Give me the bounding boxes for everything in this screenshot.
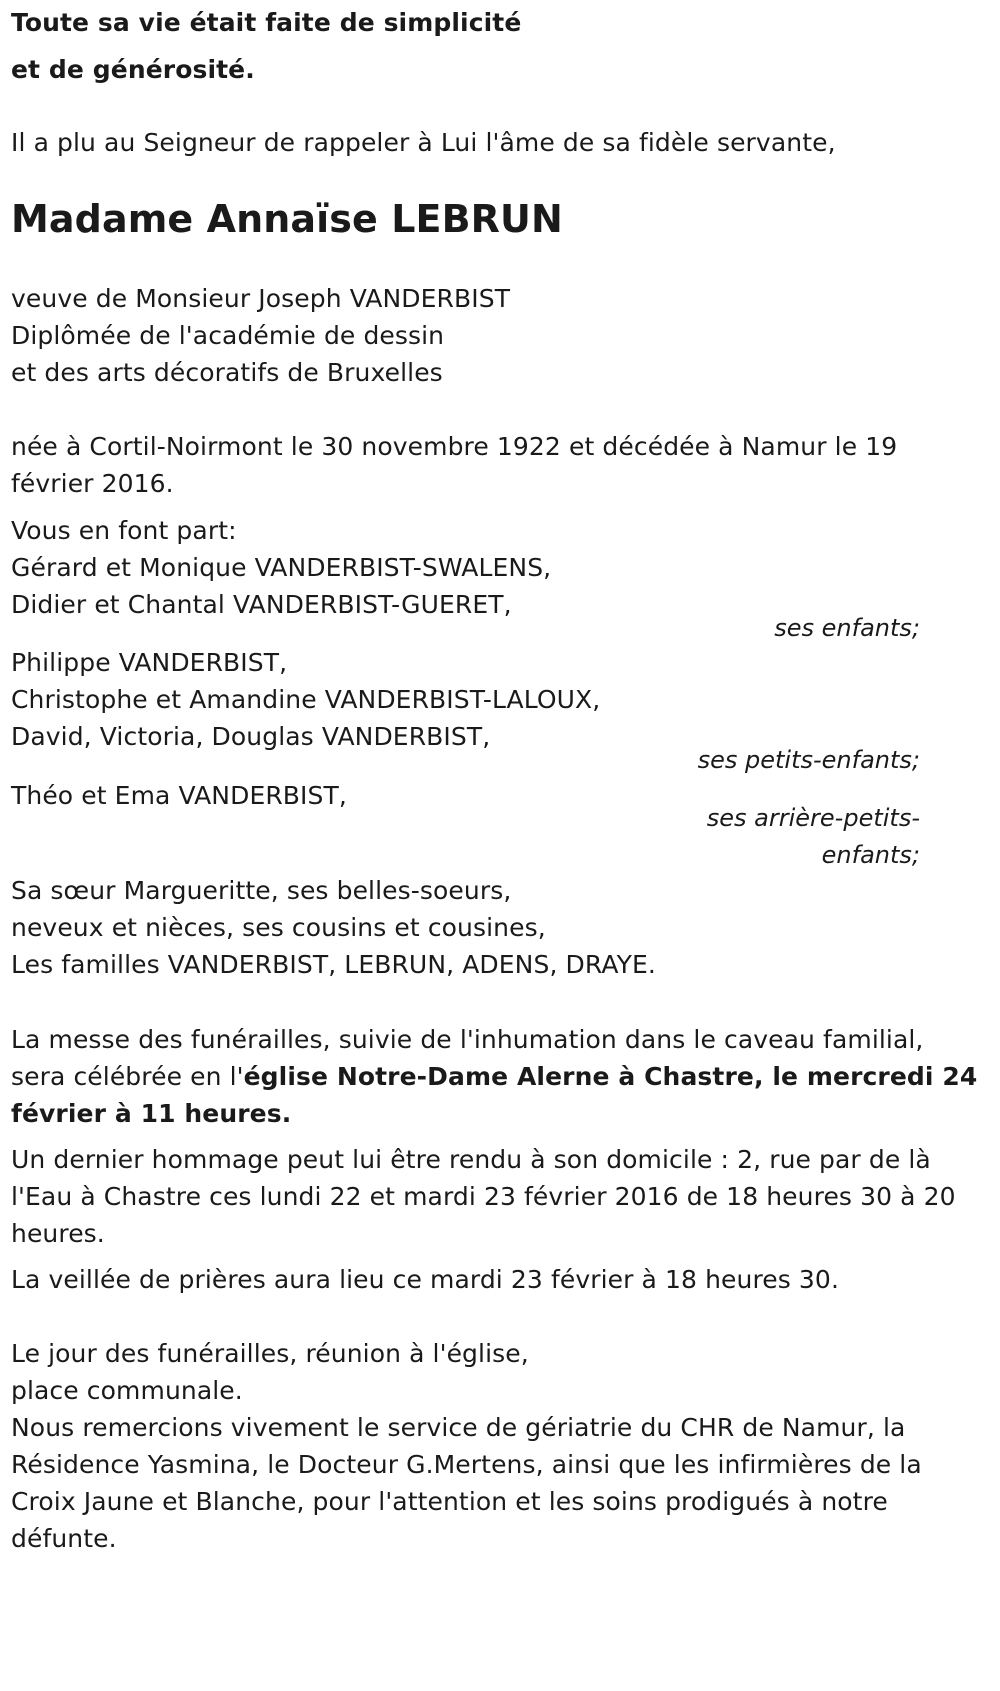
family-intro: Vous en font part: — [11, 516, 237, 545]
great-grandchildren-role-1: ses arrière-petits- — [706, 804, 920, 832]
child-line: Gérard et Monique VANDERBIST-SWALENS, — [11, 553, 552, 582]
thanks-line-4: défunte. — [11, 1524, 117, 1553]
grandchild-line: David, Victoria, Douglas VANDERBIST, — [11, 722, 491, 751]
intro-line-2: et de générosité. — [11, 55, 255, 84]
homage-line-2: l'Eau à Chastre ces lundi 22 et mardi 23 février 2016 de 18 heures 30 à 20 — [11, 1182, 956, 1211]
funeral-time: février à 11 heures. — [11, 1099, 292, 1128]
homage-line-3: heures. — [11, 1219, 105, 1248]
widow-line: veuve de Monsieur Joseph VANDERBIST — [11, 284, 511, 313]
diploma-line-1: Diplômée de l'académie de dessin — [11, 321, 445, 350]
grandchild-line: Christophe et Amandine VANDERBIST-LALOUX, — [11, 685, 601, 714]
children-role: ses enfants; — [774, 614, 920, 642]
birth-line-2: février 2016. — [11, 469, 174, 498]
grandchild-line: Philippe VANDERBIST, — [11, 648, 288, 677]
vigil-line: La veillée de prières aura lieu ce mardi 23 février à 18 heures 30. — [11, 1265, 839, 1294]
other-family-line: Sa sœur Margueritte, ses belles-soeurs, — [11, 876, 512, 905]
other-family-line: neveux et nièces, ses cousins et cousines, — [11, 913, 546, 942]
grandchildren-role: ses petits-enfants; — [697, 746, 920, 774]
deceased-name: Madame Annaïse LEBRUN — [11, 197, 563, 241]
great-grandchild-line: Théo et Ema VANDERBIST, — [11, 781, 347, 810]
funeral-line-1: La messe des funérailles, suivie de l'inhumation dans le caveau familial, — [11, 1025, 924, 1054]
birth-line-1: née à Cortil-Noirmont le 30 novembre 1922 et décédée à Namur le 19 — [11, 432, 898, 461]
thanks-line-1: Nous remercions vivement le service de gériatrie du CHR de Namur, la — [11, 1413, 906, 1442]
other-family-line: Les familles VANDERBIST, LEBRUN, ADENS, DRAYE. — [11, 950, 656, 979]
thanks-line-3: Croix Jaune et Blanche, pour l'attention et les soins prodigués à notre — [11, 1487, 888, 1516]
great-grandchildren-role-2: enfants; — [821, 841, 920, 869]
intro-line-1: Toute sa vie était faite de simplicité — [11, 8, 522, 37]
announcement: Il a plu au Seigneur de rappeler à Lui l'âme de sa fidèle servante, — [11, 128, 836, 157]
diploma-line-2: et des arts décoratifs de Bruxelles — [11, 358, 443, 387]
thanks-line-2: Résidence Yasmina, le Docteur G.Mertens, ainsi que les infirmières de la — [11, 1450, 922, 1479]
closing-line-2: place communale. — [11, 1376, 243, 1405]
funeral-location: église Notre-Dame Alerne à Chastre, le mercredi 24 — [243, 1062, 978, 1091]
funeral-line-2 — [11, 1062, 977, 1092]
closing-line-1: Le jour des funérailles, réunion à l'église, — [11, 1339, 529, 1368]
homage-line-1: Un dernier hommage peut lui être rendu à son domicile : 2, rue par de là — [11, 1145, 931, 1174]
child-line: Didier et Chantal VANDERBIST-GUERET, — [11, 590, 512, 619]
funeral-line-2-prefix: sera célébrée en l' — [11, 1062, 244, 1091]
